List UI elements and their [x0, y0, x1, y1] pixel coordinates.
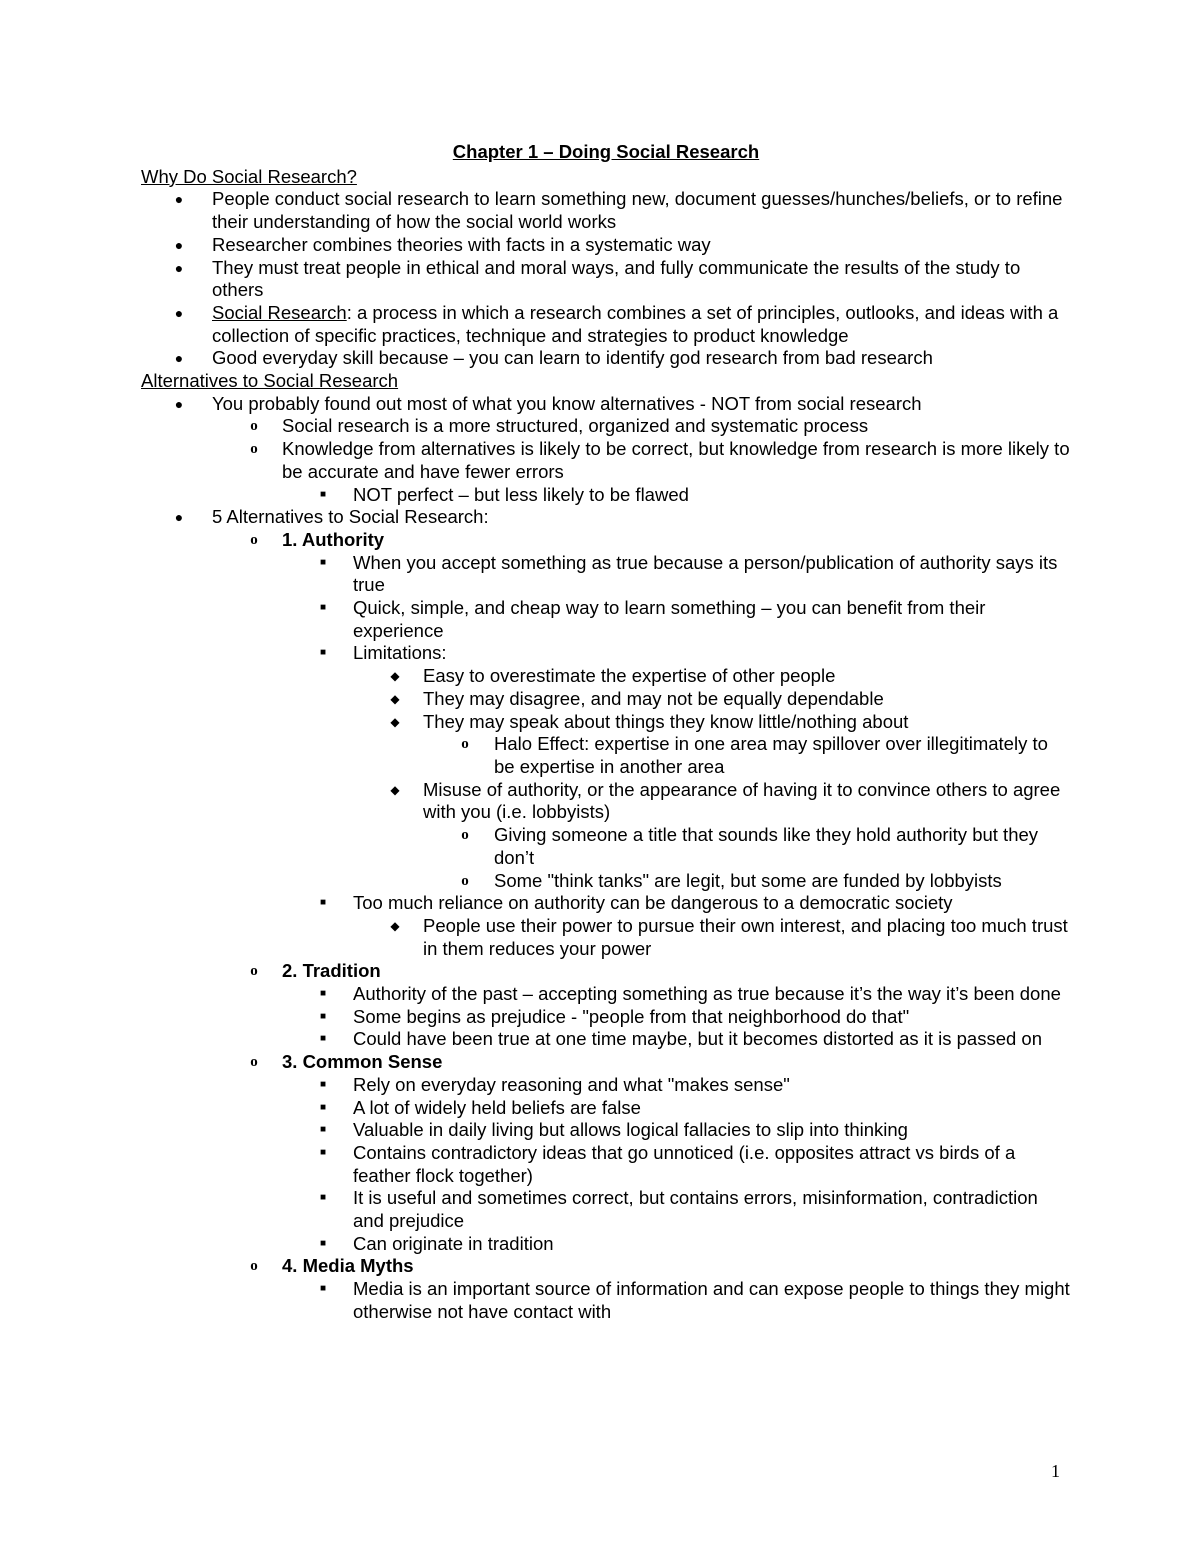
- bullet-square-icon: ■: [319, 1101, 327, 1113]
- list-item: ● 5 Alternatives to Social Research:: [141, 506, 1071, 529]
- bullet-circle-icon: o: [250, 963, 258, 980]
- bullet-square-icon: ■: [319, 1033, 327, 1045]
- bullet-square-icon: ■: [319, 1283, 327, 1295]
- subsection-common-sense: o 3. Common Sense: [141, 1051, 1071, 1074]
- bullet-diamond-icon: ◆: [390, 782, 400, 797]
- bullet-square-icon: ■: [319, 602, 327, 614]
- list-item: ◆ They may speak about things they know little/nothing about: [141, 711, 1071, 734]
- term-social-research: Social Research: [212, 301, 347, 323]
- bullet-circle-icon: o: [250, 1054, 258, 1071]
- bullet-square-icon: ■: [319, 1010, 327, 1022]
- bullet-square-icon: ■: [319, 1146, 327, 1158]
- page-number: 1: [1051, 1461, 1060, 1481]
- list-item: ■ Too much reliance on authority can be dangerous to a democratic society: [141, 892, 1071, 915]
- list-item: ◆ People use their power to pursue their own interest, and placing too much trust in them reduces your power: [141, 915, 1071, 960]
- list-item: ● People conduct social research to learn something new, document guesses/hunches/beliefs, or to refine their understanding of how the social world works: [141, 188, 1071, 233]
- list-item: ◆ They may disagree, and may not be equally dependable: [141, 688, 1071, 711]
- bullet-diamond-icon: ◆: [390, 918, 400, 933]
- subsection-tradition: o 2. Tradition: [141, 960, 1071, 983]
- bullet-dot-icon: ●: [174, 304, 184, 321]
- list-item: ■ When you accept something as true because a person/publication of authority says its true: [141, 552, 1071, 597]
- list-item: ■ It is useful and sometimes correct, but contains errors, misinformation, contradiction and prejudice: [141, 1187, 1071, 1232]
- list-item: ■ Media is an important source of information and can expose people to things they might otherwise not have contact with: [141, 1278, 1071, 1323]
- list-item: ● Good everyday skill because – you can learn to identify god research from bad research: [141, 347, 1071, 370]
- bullet-square-icon: ■: [319, 1124, 327, 1136]
- section-heading-alternatives: Alternatives to Social Research: [141, 370, 399, 392]
- list-item: ◆ Misuse of authority, or the appearance of having it to convince others to agree with you (i.e. lobbyists): [141, 779, 1071, 824]
- bullet-circle-icon: o: [250, 441, 258, 458]
- bullet-circle-icon: o: [250, 418, 258, 435]
- list-item: ■ Valuable in daily living but allows logical fallacies to slip into thinking: [141, 1119, 1071, 1142]
- list-item: ■ Authority of the past – accepting something as true because it’s the way it’s been done: [141, 983, 1071, 1006]
- bullet-dot-icon: ●: [174, 236, 184, 253]
- list-item: ■ Contains contradictory ideas that go unnoticed (i.e. opposites attract vs birds of a feather flock together): [141, 1142, 1071, 1187]
- list-item: o Halo Effect: expertise in one area may spillover over illegitimately to be expertise in another area: [141, 733, 1071, 778]
- bullet-diamond-icon: ◆: [390, 714, 400, 729]
- bullet-square-icon: ■: [319, 1078, 327, 1090]
- subsection-authority: o 1. Authority: [141, 529, 1071, 552]
- list-item: o Knowledge from alternatives is likely to be correct, but knowledge from research is more likely to be accurate and have fewer errors: [141, 438, 1071, 483]
- subsection-media-myths: o 4. Media Myths: [141, 1255, 1071, 1278]
- bullet-square-icon: ■: [319, 1237, 327, 1249]
- list-item: o Some "think tanks" are legit, but some are funded by lobbyists: [141, 870, 1071, 893]
- bullet-circle-icon: o: [250, 531, 258, 548]
- section-heading-why: Why Do Social Research?: [141, 165, 357, 187]
- list-item: ● Social Research: a process in which a research combines a set of principles, outlooks, and ideas with a collection of specific practices, technique and strategies to product knowledge: [141, 302, 1071, 347]
- document-page: [141, 141, 1071, 1324]
- list-item: ● You probably found out most of what you know alternatives - NOT from social research: [141, 393, 1071, 416]
- bullet-dot-icon: ●: [174, 350, 184, 367]
- bullet-circle-icon: o: [461, 736, 469, 753]
- list-item: ■ Some begins as prejudice - "people from that neighborhood do that": [141, 1006, 1071, 1029]
- list-item: ■ Rely on everyday reasoning and what "makes sense": [141, 1074, 1071, 1097]
- list-item: ■ NOT perfect – but less likely to be flawed: [141, 484, 1071, 507]
- list-item: ● Researcher combines theories with facts in a systematic way: [141, 234, 1071, 257]
- list-item: ■ Could have been true at one time maybe, but it becomes distorted as it is passed on: [141, 1028, 1071, 1051]
- list-item: ■ A lot of widely held beliefs are false: [141, 1097, 1071, 1120]
- bullet-dot-icon: ●: [174, 259, 184, 276]
- bullet-dot-icon: ●: [174, 191, 184, 208]
- bullet-square-icon: ■: [319, 1192, 327, 1204]
- chapter-title: Chapter 1 – Doing Social Research: [452, 141, 760, 162]
- list-item: o Social research is a more structured, organized and systematic process: [141, 415, 1071, 438]
- bullet-square-icon: ■: [319, 488, 327, 500]
- bullet-square-icon: ■: [319, 897, 327, 909]
- bullet-square-icon: ■: [319, 647, 327, 659]
- bullet-square-icon: ■: [319, 988, 327, 1000]
- bullet-circle-icon: o: [461, 827, 469, 844]
- list-item: o Giving someone a title that sounds like they hold authority but they don’t: [141, 824, 1071, 869]
- list-item: ◆ Easy to overestimate the expertise of other people: [141, 665, 1071, 688]
- bullet-diamond-icon: ◆: [390, 669, 400, 684]
- bullet-square-icon: ■: [319, 556, 327, 568]
- bullet-dot-icon: ●: [174, 509, 184, 526]
- bullet-circle-icon: o: [250, 1258, 258, 1275]
- bullet-dot-icon: ●: [174, 395, 184, 412]
- bullet-diamond-icon: ◆: [390, 691, 400, 706]
- bullet-circle-icon: o: [461, 872, 469, 889]
- list-item: ■ Limitations:: [141, 642, 1071, 665]
- list-item: ● They must treat people in ethical and moral ways, and fully communicate the results of the study to others: [141, 257, 1071, 302]
- list-item: ■ Can originate in tradition: [141, 1233, 1071, 1256]
- list-item: ■ Quick, simple, and cheap way to learn something – you can benefit from their experience: [141, 597, 1071, 642]
